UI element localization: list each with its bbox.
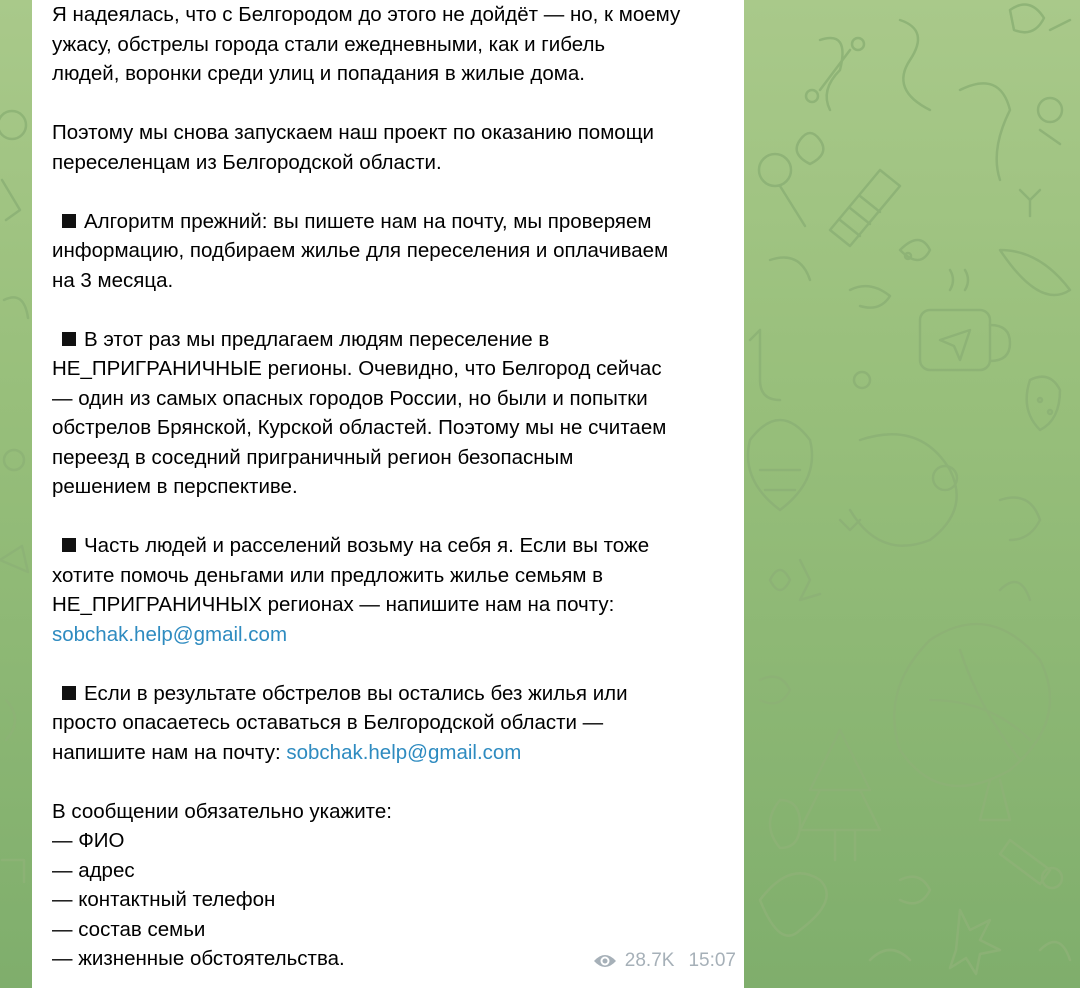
views-count: 28.7K [624, 950, 675, 971]
email-link[interactable]: sobchak.help@gmail.com [286, 740, 522, 764]
bullet-paragraph-algorithm [52, 207, 742, 296]
bullet-square-icon [62, 538, 76, 552]
message-time: 15:07 [688, 950, 736, 971]
bullet-paragraph-regions [52, 325, 742, 502]
bullet-square-icon [62, 686, 76, 700]
bullet-text-homeless: Если в результате обстрелов вы остались без жилья или просто опасаетесь оставаться в Белгородской области — напишите нам на почту: [52, 681, 628, 764]
bullet-paragraph-help [52, 531, 742, 649]
email-link[interactable]: sobchak.help@gmail.com [52, 622, 288, 646]
bullet-square-icon [62, 214, 76, 228]
project-paragraph: Поэтому мы снова запускаем наш проект по оказанию помощи переселенцам из Белгородской области. [52, 121, 655, 174]
requirements-list: В сообщении обязательно укажите: — ФИО — адрес — контактный телефон — состав семьи — жизненные обстоятельства. [52, 799, 392, 970]
message-text [52, 0, 742, 974]
bullet-text-algorithm: Алгоритм прежний: вы пишете нам на почту, мы проверяем информацию, подбираем жилье для переселения и оплачиваем на 3 месяца. [52, 209, 669, 292]
message-meta [593, 950, 736, 972]
bullet-text-help: Часть людей и расселений возьму на себя я. Если вы тоже хотите помочь деньгами или предложить жилье семьям в НЕ_ПРИГРАНИЧНЫХ регионах — напишите нам на почту: [52, 534, 650, 616]
message-bubble [32, 0, 744, 988]
bullet-text-regions: В этот раз мы предлагаем людям переселение в НЕ_ПРИГРАНИЧНЫЕ регионы. Очевидно, что Белгород сейчас — один из самых опасных городов России, но были и попытки обстрелов Брянской, Курской областей. Поэтому мы не считаем переезд в соседний приграничный регион безопасным решением в перспективе. [52, 327, 667, 498]
eye-icon [593, 953, 617, 969]
bullet-square-icon [62, 332, 76, 346]
intro-paragraph: Я надеялась, что с Белгородом до этого не дойдёт — но, к моему ужасу, обстрелы города стали ежедневными, как и гибель людей, воронки среди улиц и попадания в жилые дома. [52, 3, 681, 85]
bullet-paragraph-homeless [52, 679, 742, 768]
